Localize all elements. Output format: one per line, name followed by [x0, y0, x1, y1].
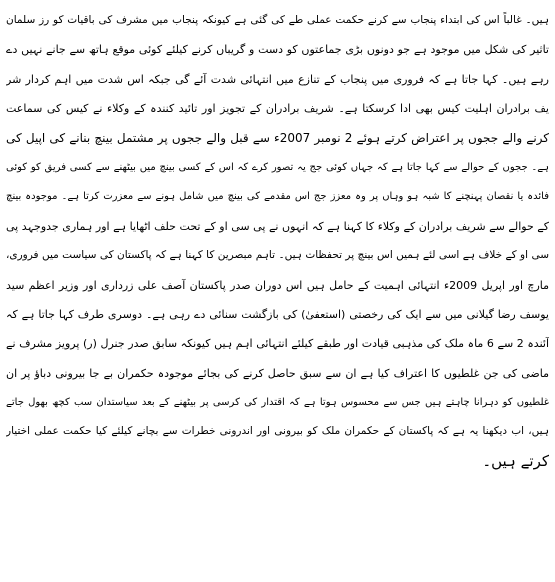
- article-line: کے حوالے سے شریف برادران کے وکلاء کا کہنا ہے کہ انہوں نے پی سی او کے تحت حلف اٹھایا ہے اور ہماری جدوجہد پی: [6, 219, 549, 233]
- article-line: کرنے والے ججوں پر اعتراض کرتے ہوئے 2 نومبر 2007ء سے قبل والے ججوں پر مشتمل بینچ بنانے کی اپیل کی: [6, 130, 549, 145]
- article-line: ہیں۔ غالباً اس کی ابتداء پنجاب سے کرنے حکمت عملی طے کی گئی ہے کیونکہ پنجاب میں مشرف کی باقیات کو رز سلمان: [6, 14, 549, 26]
- article-line: ماضی کی جن غلطیوں کا اعتراف کیا ہے ان سے سبق حاصل کرنے کی بجائے موجودہ حکمران بے جا بیرونی دباؤ پر ان: [6, 366, 549, 380]
- article-line: فائدہ یا نقصان پہنچنے کا شبہ ہو وہاں پر وہ معزز جج اس مقدمے کی بینچ میں شامل ہونے سے معزرت کرتا ہے۔ موجودہ بینچ: [6, 191, 549, 203]
- article-line: مارچ اور اپریل 2009ء انتہائی اہمیت کے حامل ہیں اس دوران صدر پاکستان آصف علی زرداری اور وزیر اعظم سید: [6, 278, 549, 292]
- article-line: غلطیوں کو دہرانا چاہتے ہیں جس سے محسوس ہوتا ہے کہ اقتدار کی کرسی پر بیٹھنے کے بعد سیاستدان سب کچھ بھول جاتے: [6, 397, 549, 409]
- article-line: ہے۔ ججوں کے حوالے سے کہا جاتا ہے کہ جہاں کوئی جج یہ تصور کرے کہ اس کے کسی بینچ میں بیٹھنے سے کسی فریق کو کوئی: [6, 161, 549, 173]
- article-line: یوسف رضا گیلانی میں سے ایک کی رخصتی (استعفیٰ) کی بازگشت سنائی دے رہی ہے۔ دوسری طرف کہا جاتا ہے کہ: [6, 307, 549, 321]
- article-line: ہیں، اب دیکھنا یہ ہے کہ پاکستان کے حکمران ملک کو بیرونی اور اندرونی خطرات سے بچانے کیلئے کیا حکمت عملی اختیار: [6, 425, 549, 438]
- article-line: سی او کے خلاف ہے اسی لئے ہمیں اس بینچ پر تحفظات ہیں۔ تاہم مبصرین کا کہنا ہے کہ پاکستان کی سیاست میں فروری،: [6, 249, 549, 262]
- article-line: یف برادران اہلیت کیس بھی ادا کرسکتا ہے۔ شریف برادران کے تجویز اور تائید کنندہ کے وکلاء نے کیس کی سماعت: [6, 102, 549, 116]
- article-line: آئندہ 2 سے 6 ماہ ملک کی مذہبی قیادت اور طبقے کیلئے انتہائی اہم ہیں کیونکہ سابق صدر جنرل (ر) پرویز مشرف نے: [6, 337, 549, 351]
- article-line: تاثیر کی شکل میں موجود ہے جو دونوں بڑی جماعتوں کو دست و گریباں کرنے کیلئے کوئی موقع ہاتھ سے جانے نہیں دے: [6, 43, 549, 57]
- article-line: رہے ہیں۔ کہا جاتا ہے کہ فروری میں پنجاب کے تنازع میں انتہائی شدت آئے گی جبکہ اس شدت میں اہم کردار شر: [6, 72, 549, 86]
- article-line: کرتے ہیں۔: [482, 451, 549, 470]
